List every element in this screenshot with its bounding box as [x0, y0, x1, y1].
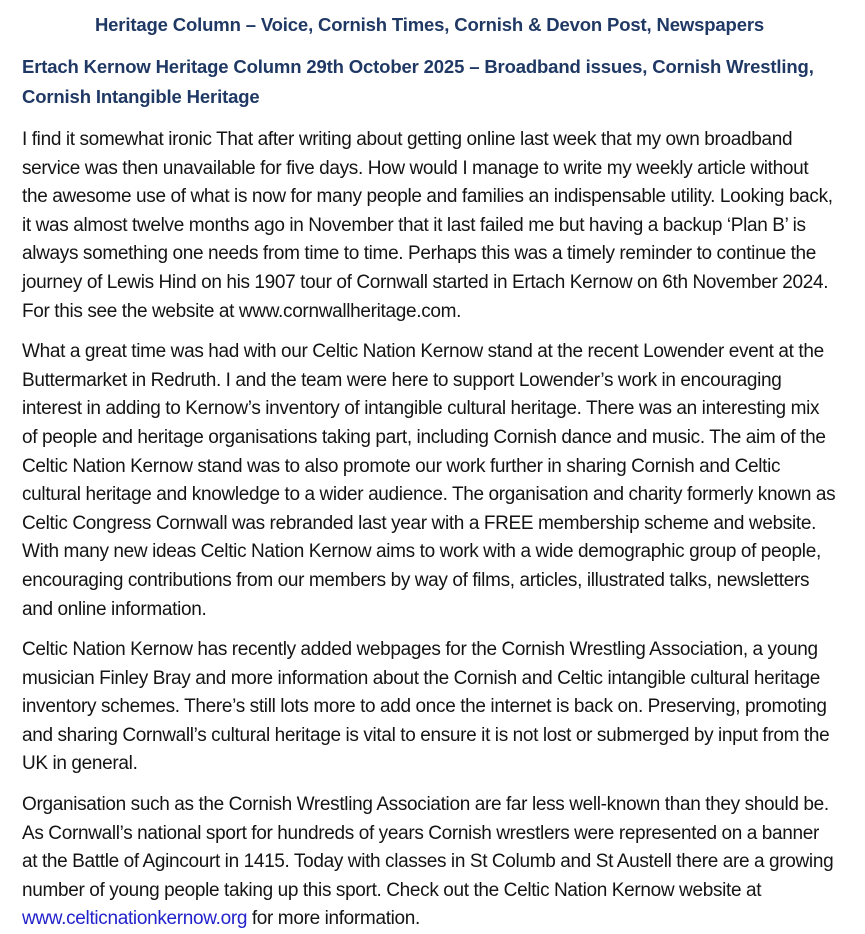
- page-title: Heritage Column – Voice, Cornish Times, Cornish & Devon Post, Newspapers: [94, 14, 765, 35]
- article-subtitle: Ertach Kernow Heritage Column 29th October 2025 – Broadband issues, Cornish Wrestling, Cornish Intangible Heritage: [22, 56, 814, 107]
- article-body: [22, 126, 837, 934]
- celticnationkernow-link[interactable]: www.celticnationkernow.org: [22, 908, 248, 930]
- article-paragraph-1: I find it somewhat ironic That after writing about getting online last week that my own broadband service was then unavailable for five days. How would I manage to write my weekly article without the awesome use of what is now for many people and families an indispensable utility. Looking back, it was almost twelve months ago in November that it last failed me but having a backup ‘Plan B’ is always something one needs from time to time. Perhaps this was a timely reminder to continue the journey of Lewis Hind on his 1907 tour of Cornwall started in Ertach Kernow on 6th November 2024. For this see the website at www.cornwallheritage.com.: [22, 129, 833, 322]
- article-paragraph-4: [22, 791, 837, 934]
- article-paragraph-3: Celtic Nation Kernow has recently added webpages for the Cornish Wrestling Association, a young musician Finley Bray and more information about the Cornish and Celtic intangible cultural heritage inventory schemes. There’s still lots more to add once the internet is back on. Preserving, promoting and sharing Cornwall’s cultural heritage is vital to ensure it is not lost or submerged by input from the UK in general.: [22, 639, 830, 775]
- paragraph-4-text-before-link: Organisation such as the Cornish Wrestling Association are far less well-known than they should be. As Cornwall’s national sport for hundreds of years Cornish wrestlers were represented on a banner at the Battle of Agincourt in 1415. Today with classes in St Columb and St Austell there are a growing number of young people taking up this sport. Check out the Celtic Nation Kernow website at: [22, 794, 834, 901]
- article-paragraph-2: What a great time was had with our Celtic Nation Kernow stand at the recent Lowender event at the Buttermarket in Redruth. I and the team were here to support Lowender’s work in encouraging interest in adding to Kernow’s inventory of intangible cultural heritage. There was an interesting mix of people and heritage organisations taking part, including Cornish dance and music. The aim of the Celtic Nation Kernow stand was to also promote our work further in sharing Cornish and Celtic cultural heritage and knowledge to a wider audience. The organisation and charity formerly known as Celtic Congress Cornwall was rebranded last year with a FREE membership scheme and website. With many new ideas Celtic Nation Kernow aims to work with a wide demographic group of people, encouraging contributions from our members by way of films, articles, illustrated talks, newsletters and online information.: [22, 341, 836, 620]
- paragraph-4-text-after-link: for more information.: [247, 908, 421, 930]
